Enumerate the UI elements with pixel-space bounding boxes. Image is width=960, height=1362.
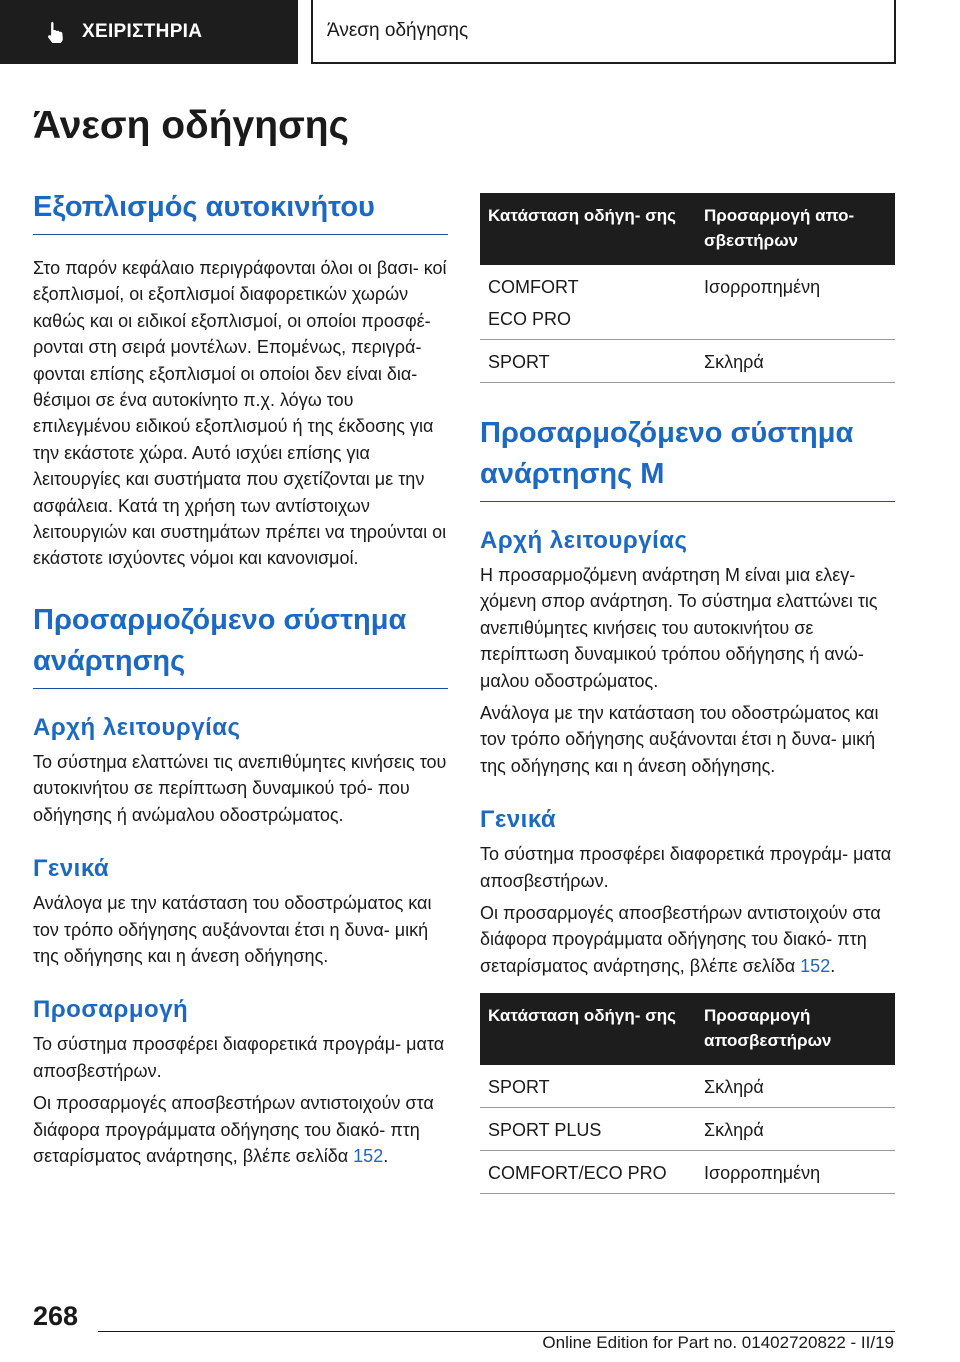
table-cell-mode: SPORT (480, 340, 696, 383)
footer-edition: Online Edition for Part no. 01402720822 - II/19 (542, 1333, 894, 1352)
pointing-hand-icon (42, 19, 68, 45)
paragraph-principle-m-2: Ανάλογα με την κατάσταση του οδοστρώματος και τον τρόπο οδήγησης αυξάνονται έτσι η δυνα- μική της οδήγησης και η άνεση οδήγησης. (480, 703, 879, 776)
right-column (480, 193, 895, 1194)
table-row (480, 265, 895, 340)
heading-general: Γενικά (33, 855, 110, 883)
paragraph-general: Ανάλογα με την κατάσταση του οδοστρώματος και τον τρόπο οδήγησης αυξάνονται έτσι η δυνα- μική της οδήγησης και η άνεση οδήγησης. (33, 893, 432, 966)
paragraph-general-m-2-text: Οι προσαρμογές αποσβεστήρων αντιστοιχούν στα διάφορα προγράμματα οδήγησης του διακό- πτη σεταρίσματος ανάρτησης, βλέπε σελίδα (480, 903, 881, 976)
paragraph-adjustment-2-end: . (383, 1145, 389, 1166)
breadcrumb (311, 0, 896, 64)
table-cell-mode: SPORT PLUS (480, 1108, 696, 1151)
page-link-152[interactable]: 152 (353, 1145, 384, 1166)
damper-table-adaptive (480, 193, 895, 383)
table-cell-value: Ισορροπημένη (696, 265, 895, 340)
heading-vehicle-equipment: Εξοπλισμός αυτοκινήτου (33, 187, 448, 235)
table-header-damper-setting: Προσαρμογή αποσβεστήρων (696, 993, 895, 1065)
breadcrumb-section: Άνεση οδήγησης (327, 20, 469, 41)
table-header-driving-mode: Κατάσταση οδήγη- σης (480, 193, 696, 265)
table-cell-value: Ισορροπημένη (696, 1151, 895, 1194)
heading-principle-m: Αρχή λειτουργίας (480, 527, 688, 554)
heading-adjustment: Προσαρμογή (33, 996, 189, 1024)
mode-eco-pro: ECO PRO (488, 309, 572, 329)
page-link-152[interactable]: 152 (800, 955, 831, 976)
heading-adaptive-suspension: Προσαρμοζόμενο σύστημα ανάρτησης (33, 600, 448, 689)
footer-divider (98, 1331, 895, 1332)
table-cell-value: Σκληρά (696, 340, 895, 383)
paragraph-principle-m: Η προσαρμοζόμενη ανάρτηση M είναι μια ελεγ- χόμενη σπορ ανάρτηση. Το σύστημα ελαττώνει τις ανεπιθύμητες κινήσεις του αυτοκινήτου σε περίπτωση δυναμικού τρόπου οδήγησης ή ανώ- μαλου οδοστρώματος. (480, 565, 878, 691)
page-number: 268 (33, 1301, 79, 1331)
table-header-driving-mode: Κατάσταση οδήγη- σης (480, 993, 696, 1065)
damper-table-adaptive-m (480, 993, 895, 1194)
heading-general-m: Γενικά (480, 806, 557, 834)
page-title: Άνεση οδήγησης (33, 104, 349, 147)
paragraph-vehicle-equipment: Στο παρόν κεφάλαιο περιγράφονται όλοι οι βασι- κοί εξοπλισμοί, οι εξοπλισμοί διαφορετικών χωρών καθώς και οι ειδικοί εξοπλισμοί, οι οποίοι προσφέ- ρονται στη σειρά μοντέλων. Επομένως, περιγρά- φονται επίσης εξοπλισμοί οι οποίοι δεν είναι δια- θέσιμοι σε ένα αυτοκίνητο π.χ. λόγω του επιλεγμένου ειδικού εξοπλισμού ή της έκδοσης για την εκάστοτε χώρα. Αυτό ισχύει επίσης για λειτουργίες και συστήματα που σχετίζονται με την ασφάλεια. Κατά τη χρήση των αντίστοιχων λειτουργιών και συστημάτων πρέπει να τηρούνται οι εκάστοτε ισχύοντες νόμοι και κανονισμοί. (33, 258, 447, 569)
table-cell-mode (480, 265, 696, 340)
heading-principle: Αρχή λειτουργίας (33, 713, 241, 741)
manual-section-label: ΧΕΙΡΙΣΤΗΡΙΑ (82, 21, 203, 42)
table-cell-value: Σκληρά (696, 1065, 895, 1108)
left-column (33, 187, 448, 1169)
paragraph-principle: Το σύστημα ελαττώνει τις ανεπιθύμητες κινήσεις του αυτοκινήτου σε περίπτωση δυναμικού τρό- που οδήγησης ή ανώμαλου οδοστρώματος. (33, 751, 447, 825)
paragraph-adjustment-2-text: Οι προσαρμογές αποσβεστήρων αντιστοιχούν στα διάφορα προγράμματα οδήγησης του διακό- πτη σεταρίσματος ανάρτησης, βλέπε σελίδα (33, 1093, 434, 1166)
paragraph-general-m-1: Το σύστημα προσφέρει διαφορετικά προγράμ- ματα αποσβεστήρων. (480, 844, 892, 891)
table-row (480, 1151, 895, 1194)
table-cell-mode: SPORT (480, 1065, 696, 1108)
paragraph-general-m-2 (480, 900, 895, 979)
table-row (480, 340, 895, 383)
paragraph-adjustment-2 (33, 1090, 448, 1169)
table-row (480, 1065, 895, 1108)
heading-adaptive-suspension-m: Προσαρμοζόμενο σύστημα ανάρτησης M (480, 413, 895, 502)
paragraph-general-m-2-end: . (830, 955, 836, 976)
table-header-row (480, 193, 895, 265)
table-cell-value: Σκληρά (696, 1108, 895, 1151)
paragraph-adjustment-1: Το σύστημα προσφέρει διαφορετικά προγράμ- ματα αποσβεστήρων. (33, 1034, 445, 1081)
manual-section-tab[interactable] (0, 0, 298, 64)
table-cell-mode: COMFORT/ECO PRO (480, 1151, 696, 1194)
table-header-row (480, 993, 895, 1065)
mode-comfort: COMFORT (488, 277, 579, 297)
table-header-damper-setting: Προσαρμογή απο- σβεστήρων (696, 193, 895, 265)
table-row (480, 1108, 895, 1151)
